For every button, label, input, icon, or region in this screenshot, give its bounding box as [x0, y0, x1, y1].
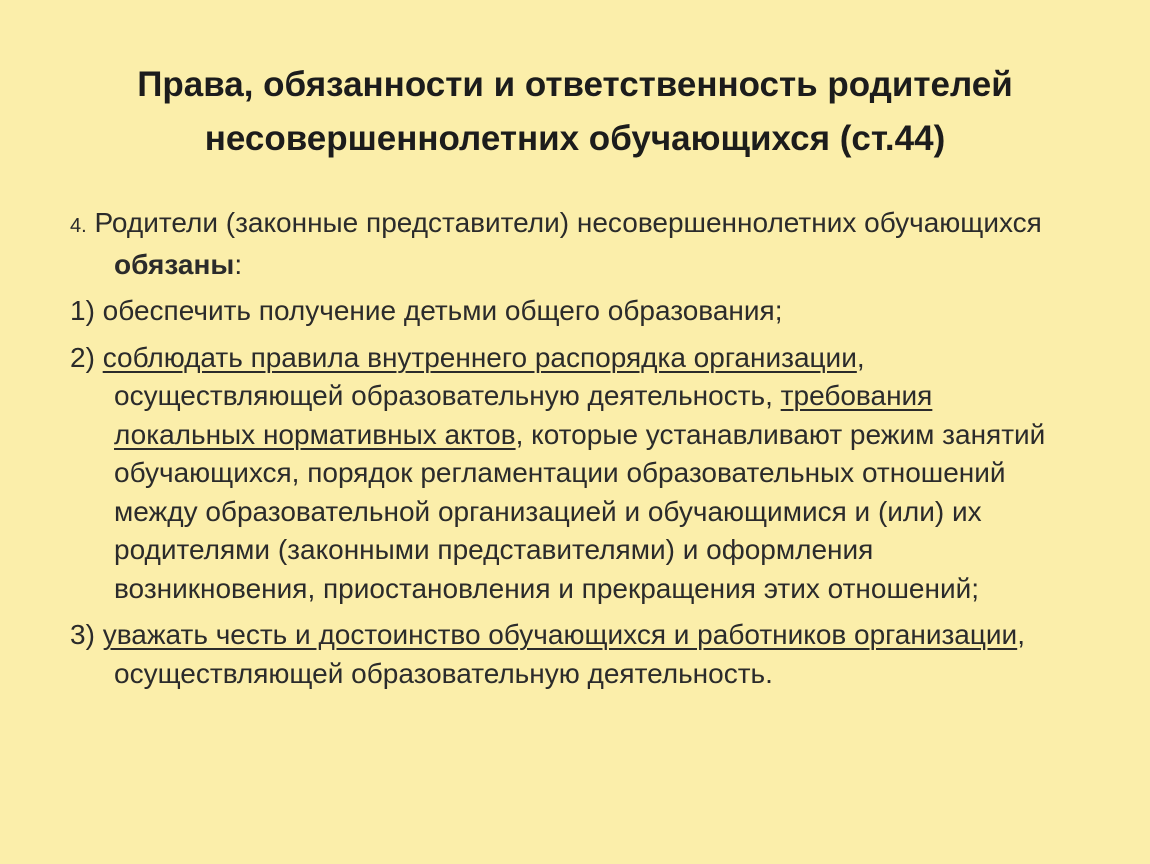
list-item-1-text: обеспечить получение детьми общего образования;: [94, 295, 783, 326]
list-item-2-text-1: , осуществляющей образовательную деятельность,: [114, 341, 865, 411]
intro-text: Родители (законные представители) несовершеннолетних обучающихся: [86, 207, 1042, 238]
list-item-2-underlined-2: требования локальных нормативных актов: [114, 380, 933, 450]
slide-title-line-2: несовершеннолетних обучающихся (ст.44): [204, 119, 946, 158]
list-item-1-number: 1): [70, 295, 95, 326]
intro-bold-word: обязаны: [114, 248, 235, 280]
list-item-2: [70, 339, 1080, 609]
slide-title: [40, 58, 1110, 166]
list-item-2-text-2: , которые устанавливают режим занятий обучающихся, порядок регламентации образовательных отношений между образовательной организацией и обучающимися и (или) их родителями (законными представителями) и оформления возникновения, приостановления и прекращения этих отношений;: [114, 418, 1046, 604]
intro-number: 4.: [70, 215, 87, 237]
list-item-3-text-1: , осуществляющей образовательную деятельность.: [114, 619, 1025, 689]
slide-title-line-1: Права, обязанности и ответственность родителей: [137, 65, 1013, 104]
slide-body: [70, 204, 1080, 701]
list-item-2-number: 2): [70, 341, 95, 373]
intro-tail: :: [234, 248, 243, 280]
list-item-3-number: 3): [70, 619, 95, 650]
intro-paragraph: [70, 204, 1080, 284]
list-item-3-underlined-1: уважать честь и достоинство обучающихся и работников организации: [102, 619, 1018, 650]
list-item-1: [70, 292, 1080, 331]
list-item-3: [70, 616, 1080, 693]
list-item-2-underlined-1: соблюдать правила внутреннего распорядка организации: [102, 341, 857, 373]
